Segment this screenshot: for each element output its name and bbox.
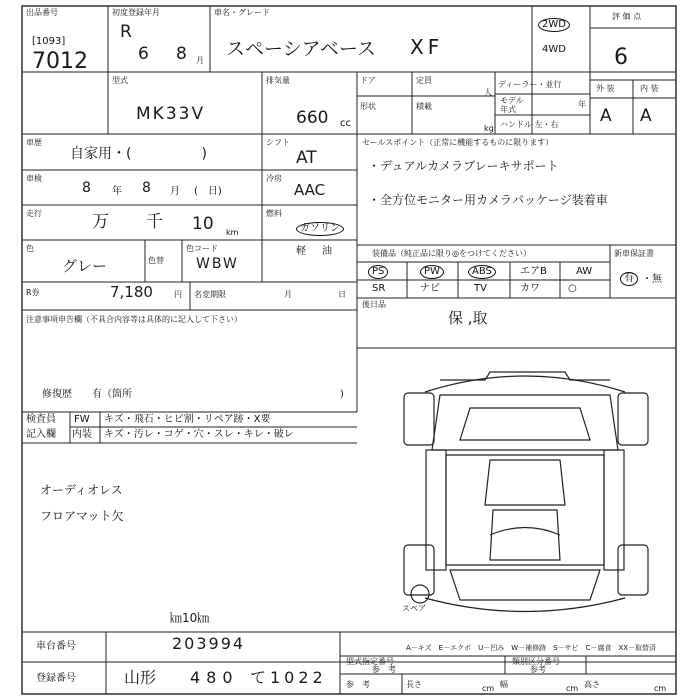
lot-label: 出品番号 <box>26 8 58 17</box>
height-unit: cm <box>654 684 667 693</box>
color-change-label: 色替 <box>148 256 164 265</box>
height-label: 高さ <box>584 680 600 689</box>
capacity-label: 定員 <box>416 76 432 85</box>
handle-label: ハンドル 左・右 <box>500 120 559 129</box>
memo-floormat: フロアマット欠 <box>40 509 124 523</box>
fw-text: キズ・飛石・ヒビ割・リペア跡・X要 <box>104 414 271 425</box>
drive-2wd: 2WD <box>538 18 570 32</box>
ref-bottom-label: 参 考 <box>346 680 370 689</box>
score-value: 6 <box>614 45 628 70</box>
color-code-value: WBW <box>196 256 239 272</box>
year-unit: 年 <box>578 100 586 109</box>
displacement-value: 660 <box>296 108 329 128</box>
car-body-diagram <box>404 372 648 612</box>
load-label: 積載 <box>416 102 432 111</box>
exterior-label: 外 装 <box>596 84 615 93</box>
first-reg-year: 6 <box>138 44 149 64</box>
reg-number: 1022 <box>270 668 327 687</box>
score-label: 評 価 点 <box>612 12 642 21</box>
ac-value: AAC <box>294 181 326 199</box>
name-change-label: 名変期限 <box>194 290 226 299</box>
equip-sr: SR <box>372 283 386 294</box>
ac-label: 冷房 <box>266 174 282 183</box>
inspector-label: 検査員 記入欄 <box>26 414 56 440</box>
interior-grade: A <box>640 106 652 126</box>
type-cert-label: 型式指定番号 <box>346 657 394 666</box>
length-unit: cm <box>482 684 495 693</box>
reg-area: 山形 <box>124 668 157 687</box>
fw-label: FW <box>74 414 90 425</box>
chassis-label: 車台番号 <box>36 641 76 652</box>
fuel-oil: 油 <box>322 246 332 257</box>
history-value: 自家用・( ) <box>70 146 207 162</box>
name-change-month: 月 <box>284 290 292 299</box>
model-value: MK33V <box>136 104 206 124</box>
shape-label: 形状 <box>360 102 376 111</box>
memo-mileage: ㎞10㎞ <box>170 611 210 625</box>
equipment-label: 装備品（純正品に限り◎をつけてください） <box>372 249 531 258</box>
car-grade: XF <box>410 35 444 59</box>
class-label: 類別区分番号 <box>512 657 560 666</box>
equip-ps: PS <box>368 265 388 279</box>
back-order-label: 後日品 <box>362 300 386 309</box>
damage-legend: A－キズ E－エクボ U－凹み W－補修跡 S－サビ C－腐食 XX－取替済 <box>406 644 657 652</box>
interior-notes-label: 内装 <box>72 429 92 440</box>
first-reg-era: R <box>120 22 132 42</box>
lot-box-no: [1093] <box>32 36 66 47</box>
reg-class: 480 <box>190 668 239 687</box>
recycle-yen: 円 <box>174 290 182 299</box>
color-value: グレー <box>62 257 108 275</box>
displacement-label: 排気量 <box>266 76 290 85</box>
door-label: ドア <box>360 76 376 85</box>
warranty-no: ・無 <box>642 274 662 285</box>
dealer-label: ディーラー・並行 <box>498 80 562 89</box>
inspection-month-unit: 月 <box>170 186 180 197</box>
kg-unit: kg <box>484 124 494 133</box>
first-reg-month-unit: 月 <box>196 56 204 65</box>
equip-abs: ABS <box>468 265 496 279</box>
equip-pw: PW <box>420 265 444 279</box>
car-name: スペーシアベース <box>226 38 376 60</box>
interior-notes-text: キズ・汚レ・コゲ・穴・スレ・キレ・破レ <box>104 429 294 440</box>
equip-airbag: エアB <box>520 266 547 277</box>
drive-4wd: 4WD <box>542 44 566 55</box>
mileage-value: 10 <box>192 214 214 234</box>
mileage-label: 走行 <box>26 209 42 218</box>
fuel-gasoline: ガソリン <box>296 222 344 236</box>
reg-kana: て <box>250 668 267 687</box>
name-change-day: 日 <box>338 290 346 299</box>
inspection-day: ( 日) <box>194 186 222 197</box>
memo-audio: オーディオレス <box>40 483 123 497</box>
width-label: 幅 <box>500 680 508 689</box>
history-label: 車歴 <box>26 138 42 147</box>
mileage-sen: 千 <box>146 212 163 232</box>
person-unit: 人 <box>484 88 492 97</box>
equip-navi: ナビ <box>420 283 440 294</box>
registration-label: 登録番号 <box>36 673 76 684</box>
sales-point-label: セールスポイント（正常に機能するものに限ります） <box>362 138 554 147</box>
repair-history-label: 修復歴 有（箇所 <box>42 389 132 400</box>
mileage-km-unit: km <box>226 228 239 237</box>
sales-point-1: ・デュアルカメラブレーキサポート <box>368 159 559 173</box>
model-year-label: モデル 年式 <box>500 96 524 114</box>
caution-label: 注意事項申告欄（不具合内容等は具体的に記入して下さい） <box>26 315 242 324</box>
warranty-yes: 有 <box>620 272 638 286</box>
sales-point-2: ・全方位モニター用カメラパッケージ装着車 <box>368 193 608 207</box>
fuel-label: 燃料 <box>266 209 282 218</box>
color-label: 色 <box>26 244 34 253</box>
inspection-year-unit: 年 <box>112 186 122 197</box>
interior-label: 内 装 <box>640 84 659 93</box>
recycle-label: R券 <box>26 288 40 297</box>
shift-label: シフト <box>266 138 290 147</box>
equip-aw: AW <box>576 266 593 277</box>
first-reg-month: 8 <box>176 44 187 64</box>
model-label: 型式 <box>112 76 128 85</box>
fuel-light: 軽 <box>296 246 306 257</box>
back-order-value: 保 ,取 <box>448 309 488 327</box>
repair-history-close: ) <box>340 389 344 400</box>
class-ref: 参考 <box>530 665 546 674</box>
displacement-unit: cc <box>340 118 351 129</box>
color-code-label: 色コード <box>186 244 218 253</box>
inspection-year: 8 <box>82 180 91 196</box>
equip-extra: ○ <box>568 283 577 294</box>
recycle-value: 7,180 <box>110 283 153 301</box>
width-unit: cm <box>566 684 579 693</box>
equip-leather: カワ <box>520 283 540 294</box>
warranty-label: 新車保証書 <box>614 249 654 258</box>
length-label: 長さ <box>406 680 422 689</box>
lot-number: 7012 <box>32 49 88 74</box>
spare-label: スペア <box>402 604 426 613</box>
car-name-label: 車名・グレード <box>214 8 270 17</box>
exterior-grade: A <box>600 106 612 126</box>
equip-tv: TV <box>474 283 487 294</box>
chassis-number: 203994 <box>172 634 246 653</box>
type-cert-ref: 参 考 <box>372 665 396 674</box>
mileage-man: 万 <box>92 212 109 232</box>
inspection-label: 車検 <box>26 174 42 183</box>
shift-value: AT <box>296 148 317 168</box>
first-reg-label: 初度登録年月 <box>112 8 160 17</box>
inspection-month: 8 <box>142 180 151 196</box>
